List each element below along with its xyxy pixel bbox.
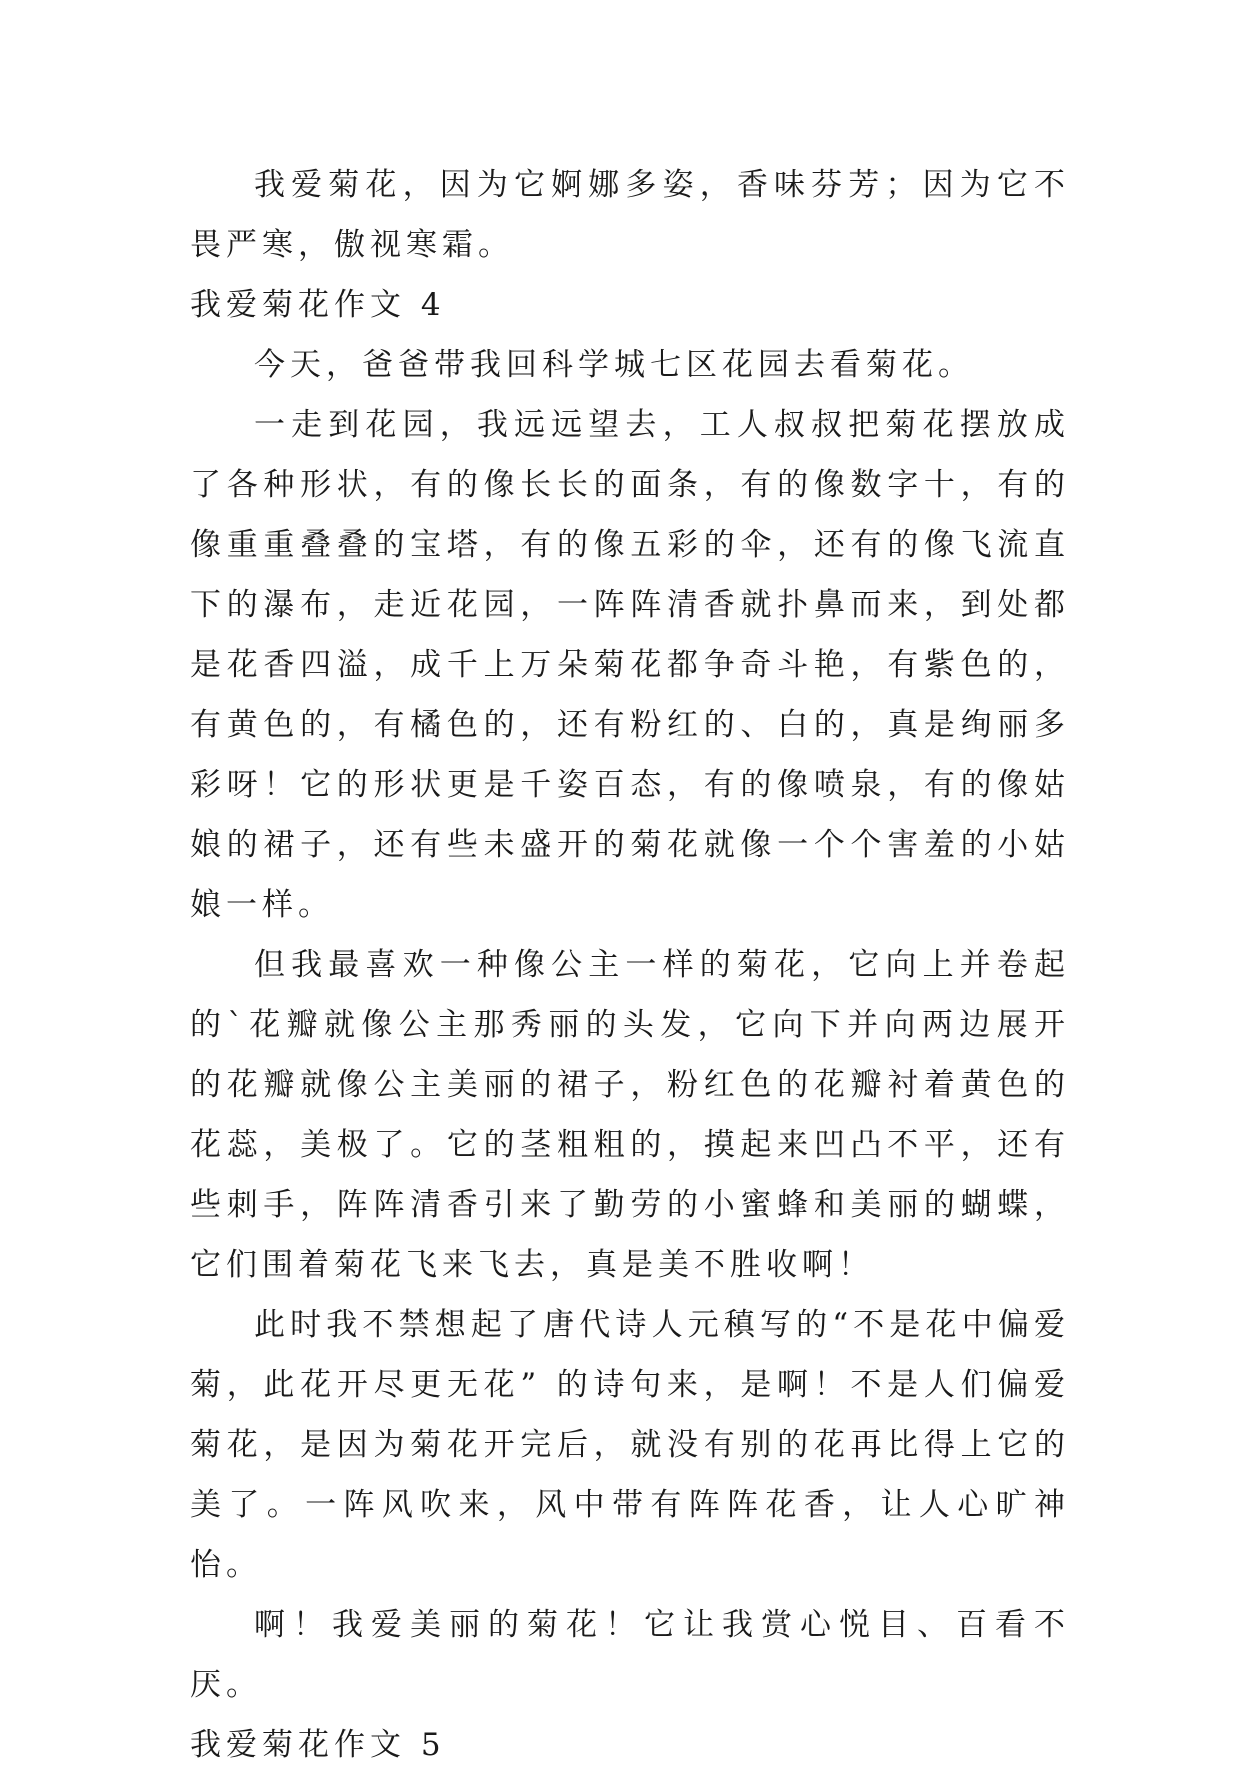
paragraph: 今天，爸爸带我回科学城七区花园去看菊花。: [254, 347, 974, 383]
paragraph: 啊！我爱美丽的菊花！它让我赏心悦目、百看不厌。: [190, 1607, 1070, 1703]
section-heading: 我爱菊花作文 5: [190, 1727, 446, 1763]
paragraph: 此时我不禁想起了唐代诗人元稹写的“不是花中偏爱菊，此花开尽更无花” 的诗句来，是啊！不是人们偏爱菊花，是因为菊花开完后，就没有别的花再比得上它的美了。一阵风吹来，风中带有阵阵花香，让人心旷神怡。: [190, 1307, 1070, 1583]
document-body: [190, 155, 1070, 1775]
paragraph: 一走到花园，我远远望去，工人叔叔把菊花摆放成了各种形状，有的像长长的面条，有的像数字十，有的像重重叠叠的宝塔，有的像五彩的伞，还有的像飞流直下的瀑布，走近花园，一阵阵清香就扑鼻而来，到处都是花香四溢，成千上万朵菊花都争奇斗艳，有紫色的，有黄色的，有橘色的，还有粉红的、白的，真是绚丽多彩呀！它的形状更是千姿百态，有的像喷泉，有的像姑娘的裙子，还有些未盛开的菊花就像一个个害羞的小姑娘一样。: [190, 407, 1070, 923]
paragraph: 我爱菊花，因为它婀娜多姿，香味芬芳；因为它不畏严寒，傲视寒霜。: [190, 167, 1070, 263]
paragraph: 但我最喜欢一种像公主一样的菊花，它向上并卷起的`花瓣就像公主那秀丽的头发，它向下并向两边展开的花瓣就像公主美丽的裙子，粉红色的花瓣衬着黄色的花蕊，美极了。它的茎粗粗的，摸起来凹凸不平，还有些刺手，阵阵清香引来了勤劳的小蜜蜂和美丽的蝴蝶，它们围着菊花飞来飞去，真是美不胜收啊！: [190, 947, 1070, 1283]
section-heading: 我爱菊花作文 4: [190, 287, 446, 323]
